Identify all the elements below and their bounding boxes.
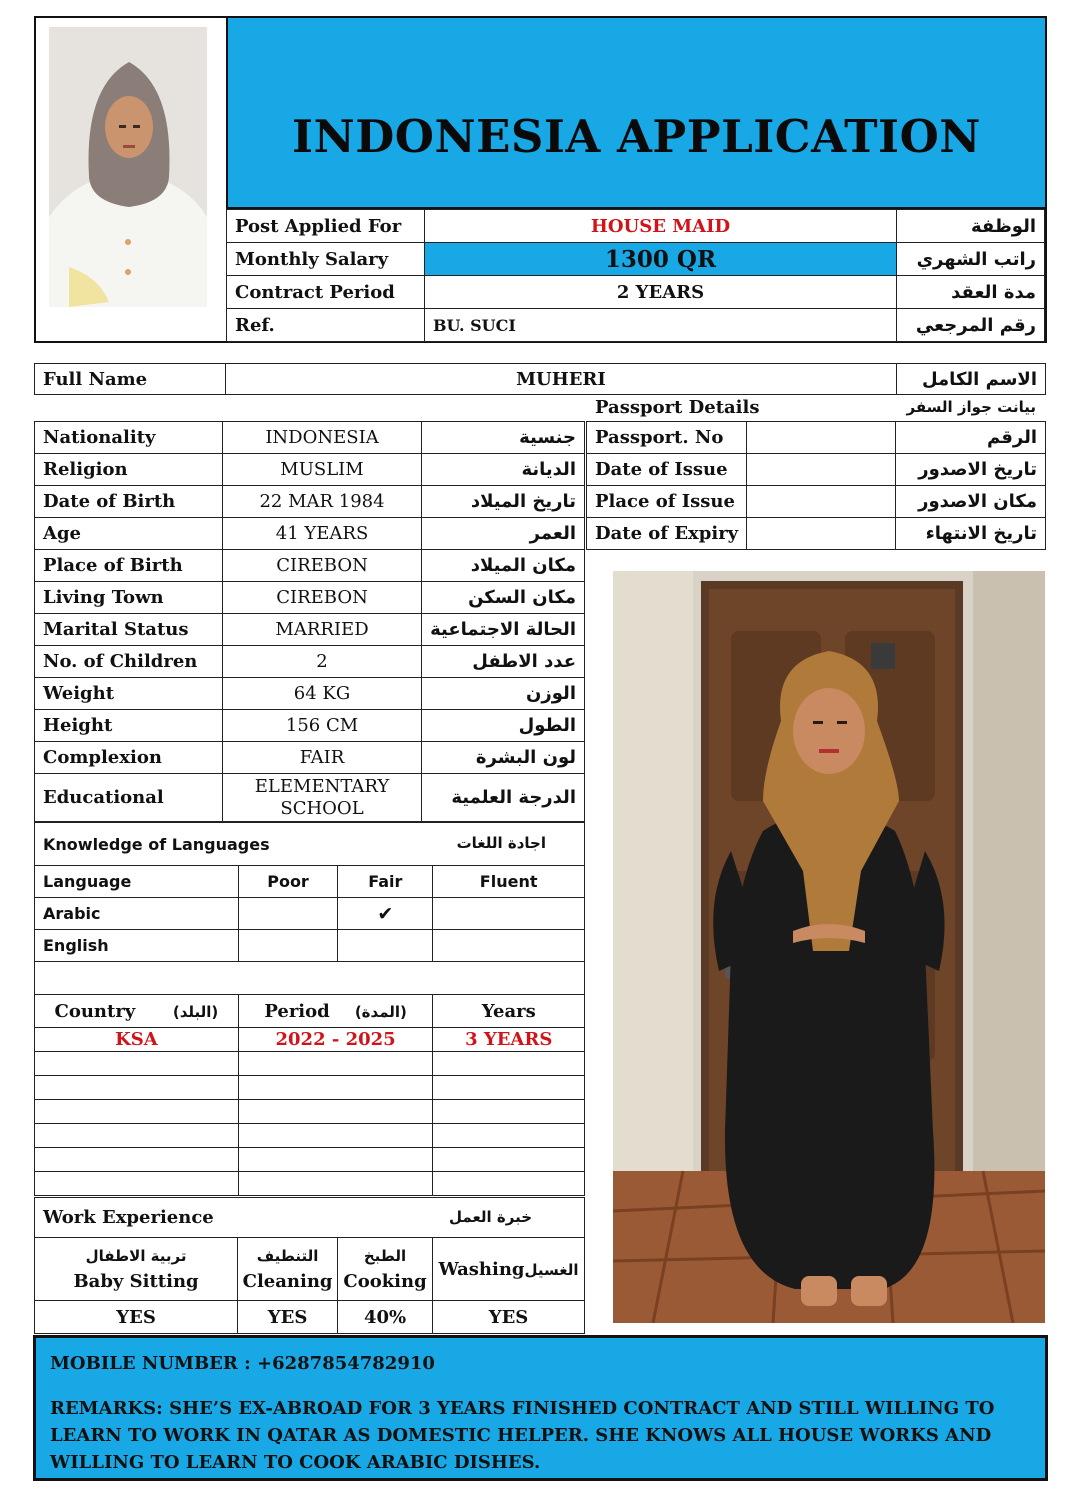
mobile-number: MOBILE NUMBER : +6287854782910: [50, 1353, 435, 1374]
full-name-arabic: الاسم الكامل: [897, 364, 1046, 395]
detail-arabic: الدرجة العلمية: [422, 774, 585, 822]
empty-cell: [35, 1076, 239, 1100]
skill-label: Baby Sitting: [73, 1271, 199, 1292]
detail-label: Age: [35, 518, 223, 550]
remarks: REMARKS: SHE’S EX-ABROAD FOR 3 YEARS FINISHED CONTRACT AND STILL WILLING TO LEARN TO WORK IN QATAR AS DOMESTIC HELPER. SHE KNOWS ALL HOUSE WORKS AND WILLING TO LEARN TO COOK ARABIC DISHES.: [50, 1398, 995, 1473]
languages-title: Knowledge of Languages: [43, 834, 270, 854]
passport-no-label: Passport. No: [587, 422, 747, 454]
detail-value: 156 CM: [222, 710, 421, 742]
language-header: Language: [35, 866, 239, 898]
passport-caption-arabic: بيانت جواز السفر: [906, 398, 1036, 416]
period-header-arabic: (المدة): [354, 1002, 407, 1021]
experience-country: KSA: [35, 1028, 239, 1052]
post-value: HOUSE MAID: [424, 210, 896, 243]
place-of-issue-arabic: مكان الاصدور: [896, 486, 1046, 518]
fluent-header: Fluent: [433, 866, 585, 898]
empty-cell: [433, 1052, 585, 1076]
skills-value-row: [35, 1301, 585, 1334]
detail-row: [35, 454, 585, 486]
skill-arabic: التنطيف: [256, 1247, 319, 1265]
passport-row: [587, 422, 1046, 454]
skill-header: [338, 1238, 433, 1301]
empty-cell: [433, 1076, 585, 1100]
experience-header-row: [35, 995, 585, 1028]
experience-row: [35, 1028, 585, 1052]
detail-value: MUSLIM: [222, 454, 421, 486]
language-row: [35, 930, 585, 962]
skill-label: Washing: [438, 1258, 525, 1280]
empty-cell: [35, 1100, 239, 1124]
place-of-issue-value: [747, 486, 896, 518]
detail-row: [35, 422, 585, 454]
detail-arabic: الطول: [422, 710, 585, 742]
passport-no-value: [747, 422, 896, 454]
detail-label: Educational: [35, 774, 223, 822]
languages-title-cell: [35, 823, 585, 866]
experience-empty-row: [35, 1076, 585, 1100]
fair-header: Fair: [338, 866, 433, 898]
skill-value: YES: [433, 1301, 585, 1334]
skill-arabic: تربية الاطفال: [85, 1247, 187, 1265]
full-name-row: [35, 364, 1046, 395]
language-fair: [338, 930, 433, 962]
experience-period: 2022 - 2025: [238, 1028, 433, 1052]
work-experience-title-cell: [35, 1198, 585, 1238]
country-header-label: Country: [54, 1000, 136, 1022]
detail-arabic: العمر: [422, 518, 585, 550]
detail-value: INDONESIA: [222, 422, 421, 454]
language-fluent: [433, 898, 585, 930]
empty-cell: [238, 1052, 433, 1076]
detail-value: CIREBON: [222, 550, 421, 582]
detail-row: [35, 678, 585, 710]
detail-value: 22 MAR 1984: [222, 486, 421, 518]
experience-empty-row: [35, 1100, 585, 1124]
languages-title-row: [35, 823, 585, 866]
post-row: [227, 210, 1045, 243]
detail-row: [35, 710, 585, 742]
detail-arabic: الحالة الاجتماعية: [422, 614, 585, 646]
empty-cell: [433, 1124, 585, 1148]
date-of-expiry-value: [747, 518, 896, 550]
poor-header: Poor: [238, 866, 338, 898]
detail-row: [35, 614, 585, 646]
work-experience-title-arabic: خبرة العمل: [449, 1208, 533, 1226]
detail-label: Marital Status: [35, 614, 223, 646]
empty-cell: [433, 1100, 585, 1124]
years-header: Years: [433, 995, 585, 1028]
empty-cell: [433, 1148, 585, 1172]
skills-table: [34, 1197, 585, 1334]
salary-value: 1300 QR: [424, 243, 896, 276]
experience-empty-row: [35, 1052, 585, 1076]
skill-value: 40%: [338, 1301, 433, 1334]
skills-header-row: [35, 1238, 585, 1301]
contract-arabic: مدة العقد: [897, 276, 1045, 309]
spacer-cell: [35, 962, 585, 995]
empty-cell: [433, 1172, 585, 1196]
experience-table: [34, 994, 585, 1196]
detail-label: No. of Children: [35, 646, 223, 678]
detail-label: Weight: [35, 678, 223, 710]
detail-label: Date of Birth: [35, 486, 223, 518]
skill-header: [35, 1238, 238, 1301]
period-header: [238, 995, 433, 1028]
detail-row: [35, 582, 585, 614]
detail-label: Nationality: [35, 422, 223, 454]
page-title: INDONESIA APPLICATION: [292, 110, 981, 163]
skill-arabic: الغسيل: [524, 1260, 579, 1279]
language-row: [35, 898, 585, 930]
salary-arabic: راتب الشهري: [897, 243, 1045, 276]
detail-value: 41 YEARS: [222, 518, 421, 550]
ref-row: [227, 309, 1045, 342]
detail-arabic: لون البشرة: [422, 742, 585, 774]
full-name-label: Full Name: [35, 364, 226, 395]
post-arabic: الوظفة: [897, 210, 1045, 243]
work-experience-title-row: [35, 1198, 585, 1238]
skill-value: YES: [35, 1301, 238, 1334]
detail-row: [35, 742, 585, 774]
experience-empty-row: [35, 1148, 585, 1172]
empty-cell: [238, 1148, 433, 1172]
language-poor: [238, 898, 338, 930]
contract-value: 2 YEARS: [424, 276, 896, 309]
experience-empty-row: [35, 1124, 585, 1148]
ref-value: BU. SUCI: [424, 309, 896, 342]
full-body-photo: [613, 571, 1045, 1323]
passport-row: [587, 518, 1046, 550]
language-name: English: [35, 930, 239, 962]
detail-arabic: عدد الاطفل: [422, 646, 585, 678]
detail-arabic: جنسية: [422, 422, 585, 454]
languages-table: [34, 822, 585, 995]
education-line-1: ELEMENTARY: [254, 775, 390, 797]
portrait-illustration: [49, 27, 207, 307]
detail-arabic: تاريخ الميلاد: [422, 486, 585, 518]
detail-row: [35, 486, 585, 518]
salary-label: Monthly Salary: [227, 243, 425, 276]
post-table: [226, 209, 1045, 342]
passport-no-arabic: الرقم: [896, 422, 1046, 454]
experience-empty-row: [35, 1172, 585, 1196]
empty-cell: [35, 1172, 239, 1196]
empty-cell: [238, 1076, 433, 1100]
personal-details-table: [34, 421, 585, 822]
detail-label: Religion: [35, 454, 223, 486]
empty-cell: [35, 1052, 239, 1076]
detail-row: [35, 774, 585, 822]
detail-arabic: مكان الميلاد: [422, 550, 585, 582]
empty-cell: [238, 1100, 433, 1124]
empty-cell: [35, 1124, 239, 1148]
skill-arabic: الطبخ: [363, 1247, 407, 1265]
passport-row: [587, 486, 1046, 518]
full-name-table: [34, 363, 1046, 395]
check-icon: ✔: [338, 898, 433, 930]
languages-title-arabic: اجادة اللغات: [456, 834, 546, 852]
empty-cell: [238, 1124, 433, 1148]
skill-value: YES: [238, 1301, 338, 1334]
detail-value: FAIR: [222, 742, 421, 774]
contract-row: [227, 276, 1045, 309]
detail-value: 64 KG: [222, 678, 421, 710]
skill-label: Cooking: [343, 1271, 427, 1292]
detail-row: [35, 518, 585, 550]
post-label: Post Applied For: [227, 210, 425, 243]
date-of-issue-label: Date of Issue: [587, 454, 747, 486]
detail-label: Height: [35, 710, 223, 742]
footer-panel: [33, 1335, 1048, 1481]
language-poor: [238, 930, 338, 962]
detail-arabic: الوزن: [422, 678, 585, 710]
passport-caption-label: Passport Details: [595, 397, 760, 418]
date-of-expiry-arabic: تاريخ الانتهاء: [896, 518, 1046, 550]
salary-row: [227, 243, 1045, 276]
passport-table: [586, 421, 1046, 550]
detail-arabic: مكان السكن: [422, 582, 585, 614]
detail-label: Place of Birth: [35, 550, 223, 582]
contract-label: Contract Period: [227, 276, 425, 309]
language-name: Arabic: [35, 898, 239, 930]
date-of-issue-arabic: تاريخ الاصدور: [896, 454, 1046, 486]
skill-header: [433, 1238, 585, 1301]
portrait-photo: [49, 27, 207, 307]
language-fluent: [433, 930, 585, 962]
place-of-issue-label: Place of Issue: [587, 486, 747, 518]
period-header-label: Period: [264, 1000, 330, 1022]
detail-arabic: الديانة: [422, 454, 585, 486]
spacer-row: [35, 962, 585, 995]
full-body-illustration: [613, 571, 1045, 1323]
empty-cell: [238, 1172, 433, 1196]
education-line-2: SCHOOL: [280, 797, 364, 819]
detail-row: [35, 550, 585, 582]
experience-years: 3 YEARS: [433, 1028, 585, 1052]
detail-label: Living Town: [35, 582, 223, 614]
detail-label: Complexion: [35, 742, 223, 774]
full-name-value: MUHERI: [225, 364, 896, 395]
skill-label: Cleaning: [242, 1271, 333, 1292]
ref-label: Ref.: [227, 309, 425, 342]
date-of-expiry-label: Date of Expiry: [587, 518, 747, 550]
country-header-arabic: (البلد): [172, 1002, 219, 1021]
empty-cell: [35, 1148, 239, 1172]
country-header: [35, 995, 239, 1028]
detail-value: MARRIED: [222, 614, 421, 646]
ref-arabic: رقم المرجعي: [897, 309, 1045, 342]
detail-row: [35, 646, 585, 678]
passport-caption: [595, 397, 1046, 421]
work-experience-title: Work Experience: [43, 1207, 214, 1228]
passport-row: [587, 454, 1046, 486]
title-panel: [226, 18, 1045, 209]
detail-value: 2: [222, 646, 421, 678]
languages-header-row: [35, 866, 585, 898]
date-of-issue-value: [747, 454, 896, 486]
detail-value: [222, 774, 421, 822]
detail-value: CIREBON: [222, 582, 421, 614]
skill-header: [238, 1238, 338, 1301]
